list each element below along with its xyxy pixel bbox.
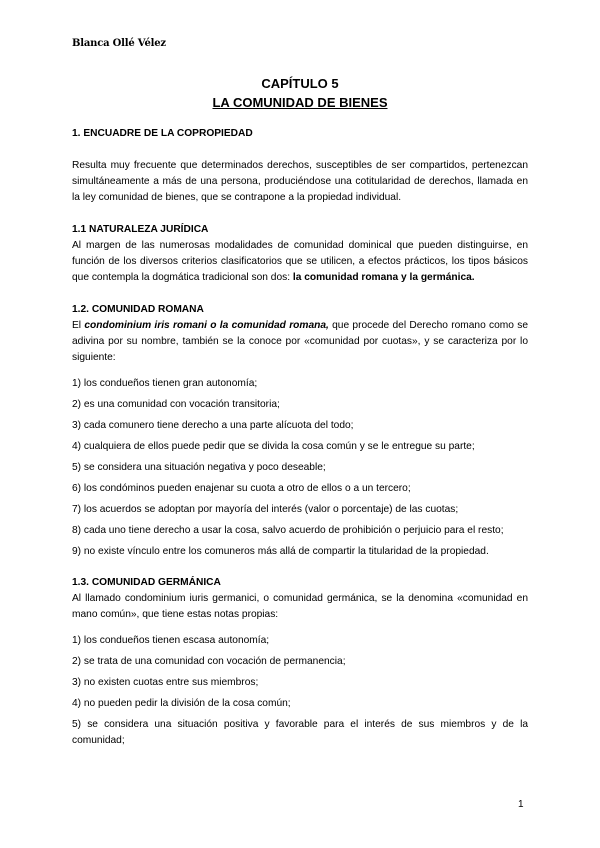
section-heading-encuadre: 1. ENCUADRE DE LA COPROPIEDAD xyxy=(72,128,253,139)
list-item: 6) los condóminos pueden enajenar su cuota a otro de ellos o a un tercero; xyxy=(72,483,411,494)
chapter-number: CAPÍTULO 5 xyxy=(261,76,339,91)
list-item: 5) se considera una situación positiva y favorable para el interés de sus miembros y de la comunidad; xyxy=(72,719,528,746)
list-item: 3) no existen cuotas entre sus miembros; xyxy=(72,677,259,688)
section-paragraph-naturaleza xyxy=(72,238,528,286)
list-item: 3) cada comunero tiene derecho a una parte alícuota del todo; xyxy=(72,420,354,431)
paragraph-bold-text: la comunidad romana y la germánica. xyxy=(292,272,475,283)
paragraph-bold-italic-text: condominium iris romani o la comunidad romana, xyxy=(84,320,329,331)
paragraph-text: Al margen de las numerosas modalidades de comunidad dominical que pueden distinguirse, en función de los diversos criterios clasificatorios que se utilicen, a efectos prácticos, los tipos básicos que contempla la dogmática tradicional son dos: xyxy=(72,240,528,283)
list-item: 2) se trata de una comunidad con vocación de permanencia; xyxy=(72,656,346,667)
section-paragraph-germanica: Al llamado condominium iuris germanici, o comunidad germánica, se la denomina «comunidad en mano común», que tiene estas notas propias: xyxy=(72,593,528,620)
document-body xyxy=(72,126,528,754)
section-heading-germanica: 1.3. COMUNIDAD GERMÁNICA xyxy=(72,577,221,588)
header-author: Blanca Ollé Vélez xyxy=(72,38,166,49)
page-number: 1 xyxy=(518,799,524,810)
list-item: 1) los condueños tienen escasa autonomía; xyxy=(72,635,270,646)
list-item: 8) cada uno tiene derecho a usar la cosa, salvo acuerdo de prohibición o perjuicio para el resto; xyxy=(72,525,504,536)
section-paragraph-romana xyxy=(72,318,528,366)
chapter-title: LA COMUNIDAD DE BIENES xyxy=(212,95,388,110)
list-item: 5) se considera una situación negativa y poco deseable; xyxy=(72,462,326,473)
section-heading-naturaleza: 1.1 NATURALEZA JURÍDICA xyxy=(72,224,209,235)
paragraph-text: El xyxy=(72,320,85,331)
list-item: 2) es una comunidad con vocación transitoria; xyxy=(72,399,280,410)
paragraph-text: que procede del Derecho romano como se adivina por su nombre, también se la conoce por «comunidad por cuotas», y se caracteriza por lo siguiente: xyxy=(72,320,528,363)
list-germanica xyxy=(72,633,528,749)
list-item: 4) no pueden pedir la división de la cosa común; xyxy=(72,698,291,709)
list-romana xyxy=(72,376,528,560)
list-item: 7) los acuerdos se adoptan por mayoría del interés (valor o porcentaje) de las cuotas; xyxy=(72,504,459,515)
list-item: 4) cualquiera de ellos puede pedir que se divida la cosa común y se le entregue su parte; xyxy=(72,441,475,452)
section-paragraph-encuadre: Resulta muy frecuente que determinados derechos, susceptibles de ser compartidos, pertenezcan simultáneamente a más de una persona, produciéndose una cotitularidad de derechos, llamada en la ley comunidad de bienes, que se contrapone a la propiedad individual. xyxy=(72,160,528,203)
list-item: 1) los condueños tienen gran autonomía; xyxy=(72,378,258,389)
list-item: 9) no existe vínculo entre los comuneros más allá de compartir la titularidad de la propiedad. xyxy=(72,546,489,557)
section-heading-romana: 1.2. COMUNIDAD ROMANA xyxy=(72,304,204,315)
